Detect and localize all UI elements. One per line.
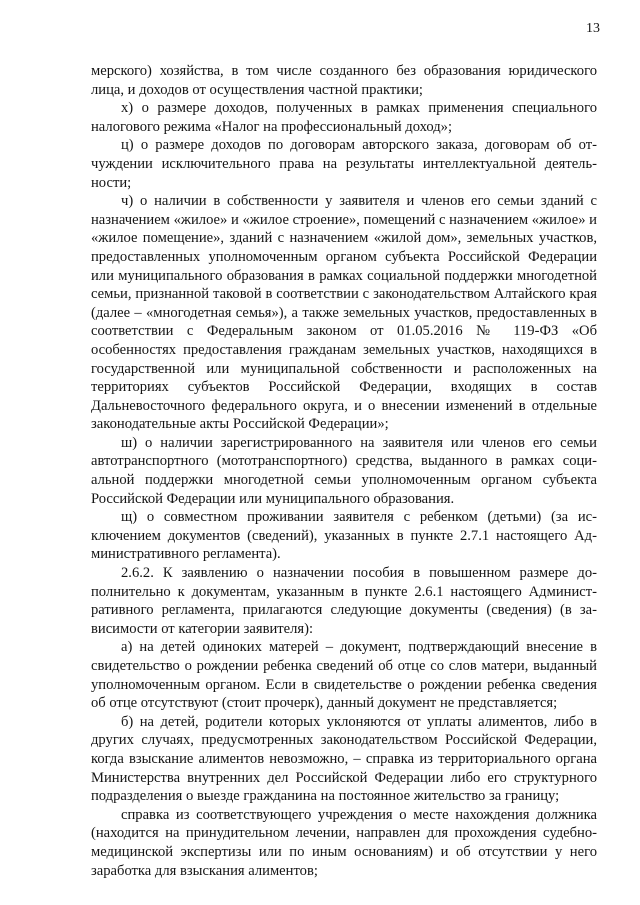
- paragraph-item-kh: х) о размере доходов, полученных в рамках применения специального налогового режима «Налог на профессиональный доход»;: [91, 100, 597, 135]
- document-body: [91, 62, 597, 880]
- paragraph-item-b: б) на детей, родители которых уклоняются от уплаты алиментов, либо в других случаях, предусмотренных законодательством Российской Федерации, когда взыскание алиментов невозможно, – справка из территориального органа Министерства внутренних дел Российской Федерации либо его структурного подразделения о выезде гражданина на постоянное жительство за границу;: [91, 713, 597, 805]
- paragraph-item-shch: щ) о совместном проживании заявителя с ребенком (детьми) (за исключением документов (сведений), указанных в пункте 2.7.1 настоящего Административного регламента).: [91, 509, 597, 563]
- paragraph-item-sh: ш) о наличии зарегистрированного на заявителя или членов его семьи автотранспортного (мототранспортного) средства, выданного в рамках социальной поддержки многодетной семьи уполномоченным органом субъекта Российской Федерации или муниципального образования.: [91, 434, 597, 507]
- paragraph-item-a: а) на детей одиноких матерей – документ, подтверждающий внесение в свидетельство о рождении ребенка сведений об отце со слов матери, выданный уполномоченным органом. Если в свидетельстве о рождении ребенка сведения об отце отсутствуют (стоит прочерк), данный документ не представляется;: [91, 639, 597, 712]
- page-number: 13: [586, 21, 600, 36]
- paragraph-section-2-6-2: 2.6.2. К заявлению о назначении пособия в повышенном размере дополнительно к документам, указанным в пункте 2.6.1 настоящего Административного регламента, прилагаются следующие документы (сведения) (в зависимости от категории заявителя):: [91, 565, 597, 637]
- paragraph-certificate: справка из соответствующего учреждения о месте нахождения должника (находится на принудительном лечении, направлен для прохождения судебно-медицинской экспертизы или по иным основаниям) и об отсутствии у него заработка для взыскания алиментов;: [91, 806, 597, 879]
- paragraph-item-ch: ч) о наличии в собственности у заявителя и членов его семьи зданий с назначением «жилое» и «жилое строение», помещений с назначением «жилое» и «жилое помещение», зданий с назначением «жилой дом», земельных участков, предоставленных уполномоченным органом субъекта Российской Федерации или муниципального образования в рамках социальной поддержки многодетной семьи, признанной таковой в соответствии с законодательством Алтайского края (далее – «многодетная семья»), а также земельных участков, предоставленных в соответствии с Федеральным законом от 01.05.2016 № 119-ФЗ «Об особенностях предоставления гражданам земельных участков, находящихся в государственной или муниципальной собственности и расположенных на территориях субъектов Российской Федерации, входящих в состав Дальневосточного федерального округа, и о внесении изменений в отдельные законодательные акты Российской Федерации»;: [91, 193, 597, 433]
- paragraph-intro-continuation: мерского) хозяйства, в том числе созданного без образования юридического лица, и доходов от осуществления частной практики;: [91, 63, 597, 98]
- paragraph-item-ts: ц) о размере доходов по договорам авторского заказа, договорам об отчуждении исключительного права на результаты интеллектуальной деятельности;: [91, 137, 597, 191]
